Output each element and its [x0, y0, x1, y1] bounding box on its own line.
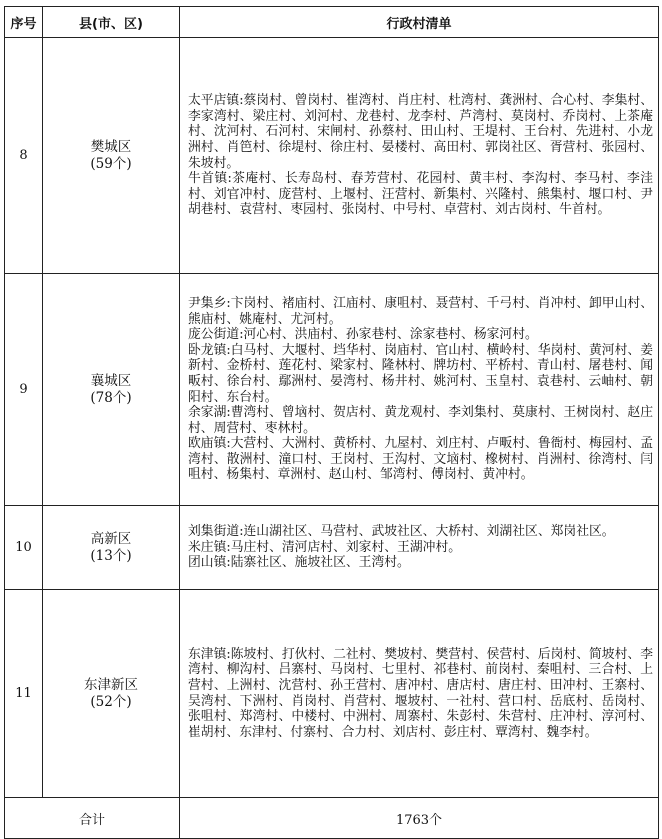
table-row [5, 38, 659, 274]
total-value: 1763个 [180, 798, 659, 839]
county-cell [43, 38, 180, 274]
town-village-list: 牛首镇:茶庵村、长寿岛村、春芳营村、花园村、黄丰村、李沟村、李马村、李洼村、刘官冲村、庞营村、上堰村、汪营村、新集村、兴隆村、熊集村、堰口村、尹胡巷村、袁营村、枣园村、张岗村、中号村、卓营村、刘古岗村、牛首村。 [188, 171, 653, 218]
town-village-list: 尹集乡:卞岗村、褚庙村、江庙村、康咀村、聂营村、千弓村、肖冲村、卸甲山村、熊庙村、姚庵村、尤河村。 [188, 295, 653, 327]
town-village-list: 余家湖:曹湾村、曾垴村、贺店村、黄龙观村、李刘集村、莫康村、王树岗村、赵庄村、周营村、枣林村。 [188, 405, 653, 436]
town-village-list: 米庄镇:马庄村、清河店村、刘家村、王湖冲村。 [188, 539, 462, 555]
town-village-list: 东津镇:陈坡村、打伙村、二社村、樊坡村、樊营村、侯营村、后岗村、简坡村、李湾村、柳沟村、吕寨村、马岗村、七里村、祁巷村、前岗村、秦咀村、三合村、上营村、上洲村、沈营村、孙王营村、唐冲村、唐店村、唐庄村、田冲村、王寨村、吴湾村、下洲村、肖岗村、肖营村、堰坡村、一社村、营口村、岳底村、岳岗村、张咀村、郑湾村、中楼村、中洲村、周寨村、朱彭村、朱营村、庄冲村、淳河村、崔胡村、东津村、付寨村、合力村、刘店村、彭庄村、覃湾村、魏李村。 [188, 646, 653, 740]
table-row [5, 274, 659, 506]
county-cell [43, 590, 180, 798]
table-row [5, 590, 659, 798]
village-list-cell [180, 38, 659, 274]
village-count: (78个) [90, 389, 132, 406]
village-count: (59个) [90, 155, 132, 172]
town-village-list: 庞公街道:河心村、洪庙村、孙家巷村、涂家巷村、杨家河村。 [188, 327, 538, 343]
county-name: 襄城区 [90, 372, 132, 389]
village-list-cell [180, 506, 659, 590]
town-village-list: 卧龙镇:白马村、大堰村、垱华村、岗庙村、官山村、横岭村、华岗村、黄河村、姜新村、金桥村、莲花村、梁家村、隆林村、牌坊村、平桥村、青山村、屠巷村、闻畈村、徐台村、鄢洲村、晏湾村、杨井村、姚河村、玉皇村、袁巷村、云岫村、朝阳村、东台村。 [188, 342, 653, 405]
header-county: 县(市、区) [43, 7, 180, 38]
town-village-list: 刘集街道:连山湖社区、马营村、武坡社区、大桥村、刘湖社区、郑岗社区。 [188, 524, 615, 540]
village-count: (52个) [90, 693, 132, 710]
town-village-list: 团山镇:陆寨社区、施坡社区、王湾村。 [188, 555, 410, 571]
table-header-row [5, 7, 659, 38]
row-index: 8 [5, 38, 43, 274]
village-list-cell [180, 590, 659, 798]
row-index: 9 [5, 274, 43, 506]
row-index: 10 [5, 506, 43, 590]
county-name: 东津新区 [84, 676, 138, 693]
village-count: (13个) [90, 547, 132, 564]
village-list-cell [180, 274, 659, 506]
total-row [5, 798, 659, 839]
table-row [5, 506, 659, 590]
county-cell [43, 274, 180, 506]
county-cell [43, 506, 180, 590]
town-village-list: 欧庙镇:大营村、大洲村、黄桥村、九屋村、刘庄村、卢畈村、鲁衙村、梅园村、孟湾村、散洲村、潼口村、王岗村、王沟村、文垴村、橡树村、肖洲村、徐湾村、闫咀村、杨集村、章洲村、赵山村、邹湾村、傅岗村、黄冲村。 [188, 436, 653, 483]
header-village-list: 行政村清单 [180, 7, 659, 38]
county-name: 樊城区 [90, 138, 132, 155]
village-list-table [4, 6, 659, 839]
county-name: 高新区 [90, 530, 132, 547]
header-index: 序号 [5, 7, 43, 38]
total-label: 合计 [5, 798, 180, 839]
row-index: 11 [5, 590, 43, 798]
town-village-list: 太平店镇:蔡岗村、曾岗村、崔湾村、肖庄村、杜湾村、龚洲村、合心村、李集村、李家湾村、梁庄村、刘河村、龙巷村、龙李村、芦湾村、莫岗村、乔岗村、上茶庵村、沈河村、石河村、宋闸村、孙蔡村、田山村、王堤村、王台村、先进村、小龙洲村、肖笆村、徐堤村、徐庄村、晏楼村、高田村、郭岗社区、胥营村、张园村、朱坡村。 [188, 93, 653, 171]
